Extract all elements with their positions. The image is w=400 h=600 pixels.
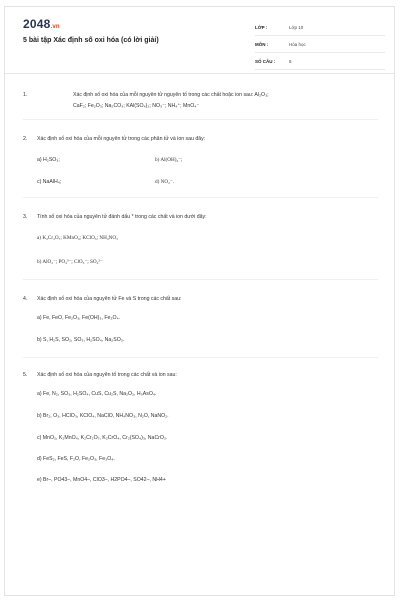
logo-suffix: .vn	[50, 24, 60, 30]
site-logo[interactable]	[23, 17, 60, 31]
sub-item-4b: b) S, H₂S, SO₂, SO₃, H₂SO₄, Na₂SO₃.	[37, 337, 125, 343]
question-text: Xác định số oxi hóa của nguyên tử Fe và S trong các chất sau:	[37, 296, 182, 302]
meta-key: MÔN :	[255, 42, 269, 47]
question-text: Xác định số oxi hóa của mỗi nguyên tử trong các phân tử và ion sau đây:	[37, 136, 206, 142]
logo-text: 2048	[23, 17, 51, 31]
question-number: 5.	[23, 372, 28, 378]
question-text: Tính số oxi hóa của nguyên tử đánh dấu * trong các chất và ion dưới đây:	[37, 214, 207, 220]
meta-row-class	[255, 21, 385, 36]
sub-item-2c: c) NaAlH₄;	[37, 179, 62, 185]
meta-value: Lớp 10	[289, 25, 304, 30]
sub-item-5a: a) Fe, N₂, SO₃, H₂SO₄, CuS, Cu₂S, Na₂O₂, H₃AsO₄.	[37, 391, 157, 397]
question-number: 3.	[23, 214, 28, 220]
sub-item-5d: d) FeS₂, FeS, F₂O, Fe₂O₃, Fe₃O₄.	[37, 456, 115, 462]
sub-item-5b: b) Br₂, O₃, HClO₃, KClO₄, NaClO, NH₄NO₃, N₂O, NaNO₂.	[37, 413, 169, 419]
meta-row-count	[255, 55, 385, 70]
document-title: 5 bài tập Xác định số oxi hóa (có lời giải)	[23, 37, 159, 44]
document-meta	[255, 21, 385, 72]
sub-item-5c: c) MnO₂, K₂MnO₄, K₂Cr₂O₇, K₂CrO₄, Cr₂(SO₄)₃, NaCrO₂.	[37, 435, 168, 441]
divider	[23, 197, 378, 198]
sub-item-4a: a) Fe, FeO, Fe₂O₃, Fe(OH)₃, Fe₃O₄.	[37, 315, 121, 321]
sub-item-3b: b) AlO₂⁻; PO₄³⁻; ClO₃⁻; SO₄²⁻	[37, 259, 103, 265]
meta-value: 5	[289, 59, 292, 64]
sub-item-5e: e) Br–, PO43–, MnO4–, ClO3–, H2PO4–, SO42–, NH4+	[37, 477, 166, 483]
divider	[23, 279, 378, 280]
meta-key: LỚP :	[255, 25, 268, 30]
question-number: 1.	[23, 92, 28, 98]
meta-key: SỐ CÂU :	[255, 59, 276, 64]
sub-item-2d: d) NO₂⁻.	[155, 179, 174, 185]
meta-value: Hóa học	[289, 42, 306, 47]
document-page	[4, 6, 395, 596]
question-text: Xác định số oxi hóa của nguyên tố trong các chất và ion sau:	[37, 372, 177, 378]
question-text-line2: CaF₂; Fe₂O₃; Na₂CO₃; KAl(SO₄)₂; NO₃⁻; NH₄⁺; MnO₄⁻	[73, 103, 200, 109]
sub-item-2b: b) Al(OH)₄⁻;	[155, 157, 183, 163]
sub-item-2a: a) H₂SO₃;	[37, 157, 60, 163]
sub-item-3a: a) K₂Cr₂O₇; KMnO₄; KClO₃; NH₄NO₃	[37, 235, 118, 241]
question-number: 2.	[23, 136, 28, 142]
divider	[23, 357, 378, 358]
meta-row-subject	[255, 38, 385, 53]
divider	[23, 119, 378, 120]
question-text-line1: Xác định số oxi hóa của mỗi nguyên tử nguyên tố trong các chất hoặc ion sau: Al₂O₃;	[73, 92, 269, 98]
document-header	[5, 7, 394, 74]
question-number: 4.	[23, 296, 28, 302]
